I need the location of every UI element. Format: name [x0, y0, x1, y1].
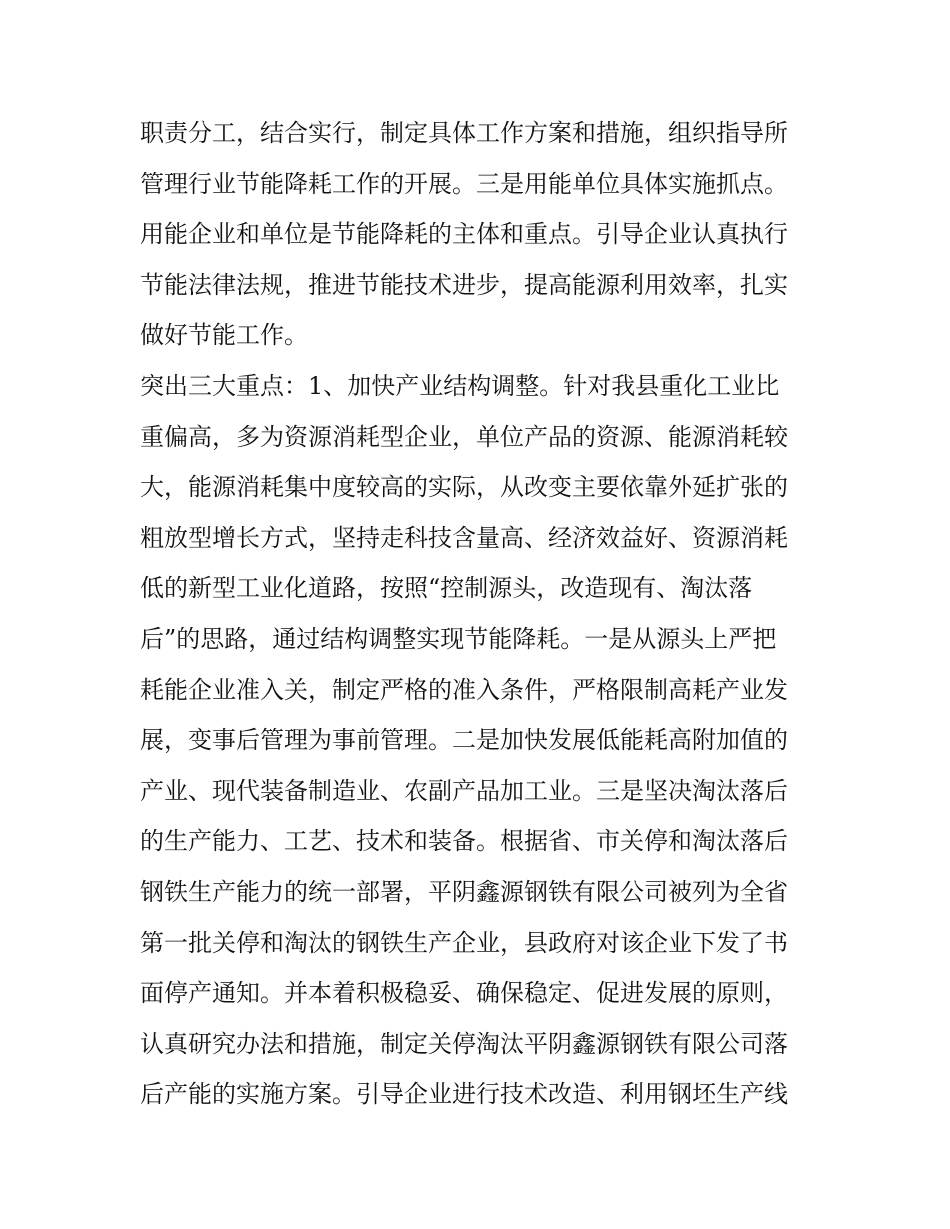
text-line: 突出三大重点：1、加快产业结构调整。针对我县重化工业比	[140, 371, 780, 400]
text-line: 大，能源消耗集中度较高的实际，从改变主要依靠外延扩张的	[140, 473, 788, 502]
text-line: 的生产能力、工艺、技术和装备。根据省、市关停和淘汰落后	[140, 827, 788, 856]
text-line: 认真研究办法和措施，制定关停淘汰平阴鑫源钢铁有限公司落	[140, 1029, 788, 1058]
text-line: 节能法律法规，推进节能技术进步，提高能源利用效率，扎实	[140, 270, 788, 299]
text-line: 用能企业和单位是节能降耗的主体和重点。引导企业认真执行	[140, 220, 788, 249]
text-line: 粗放型增长方式，坚持走科技含量高、经济效益好、资源消耗	[140, 523, 788, 552]
body-text	[140, 108, 820, 1120]
text-line: 职责分工，结合实行，制定具体工作方案和措施，组织指导所	[140, 119, 788, 147]
text-line: 钢铁生产能力的统一部署，平阴鑫源钢铁有限公司被列为全省	[140, 877, 788, 906]
text-line: 产业、现代装备制造业、农副产品加工业。三是坚决淘汰落后	[140, 776, 788, 805]
text-line: 后产能的实施方案。引导企业进行技术改造、利用钢坯生产线	[140, 1080, 788, 1109]
text-line: 耗能企业准入关，制定严格的准入条件，严格限制高耗产业发	[140, 675, 788, 704]
text-line: 第一批关停和淘汰的钢铁生产企业，县政府对该企业下发了书	[140, 928, 788, 957]
text-line: 后”的思路，通过结构调整实现节能降耗。一是从源头上严把	[140, 624, 777, 653]
text-line: 面停产通知。并本着积极稳妥、确保稳定、促进发展的原则，	[140, 979, 788, 1008]
text-line: 展，变事后管理为事前管理。二是加快发展低能耗高附加值的	[140, 726, 788, 755]
text-line: 低的新型工业化道路，按照“控制源头，改造现有、淘汰落	[140, 574, 753, 603]
text-line: 做好节能工作。	[140, 321, 308, 350]
text-line: 管理行业节能降耗工作的开展。三是用能单位具体实施抓点。	[140, 169, 788, 198]
text-line: 重偏高，多为资源消耗型企业，单位产品的资源、能源消耗较	[140, 422, 788, 451]
